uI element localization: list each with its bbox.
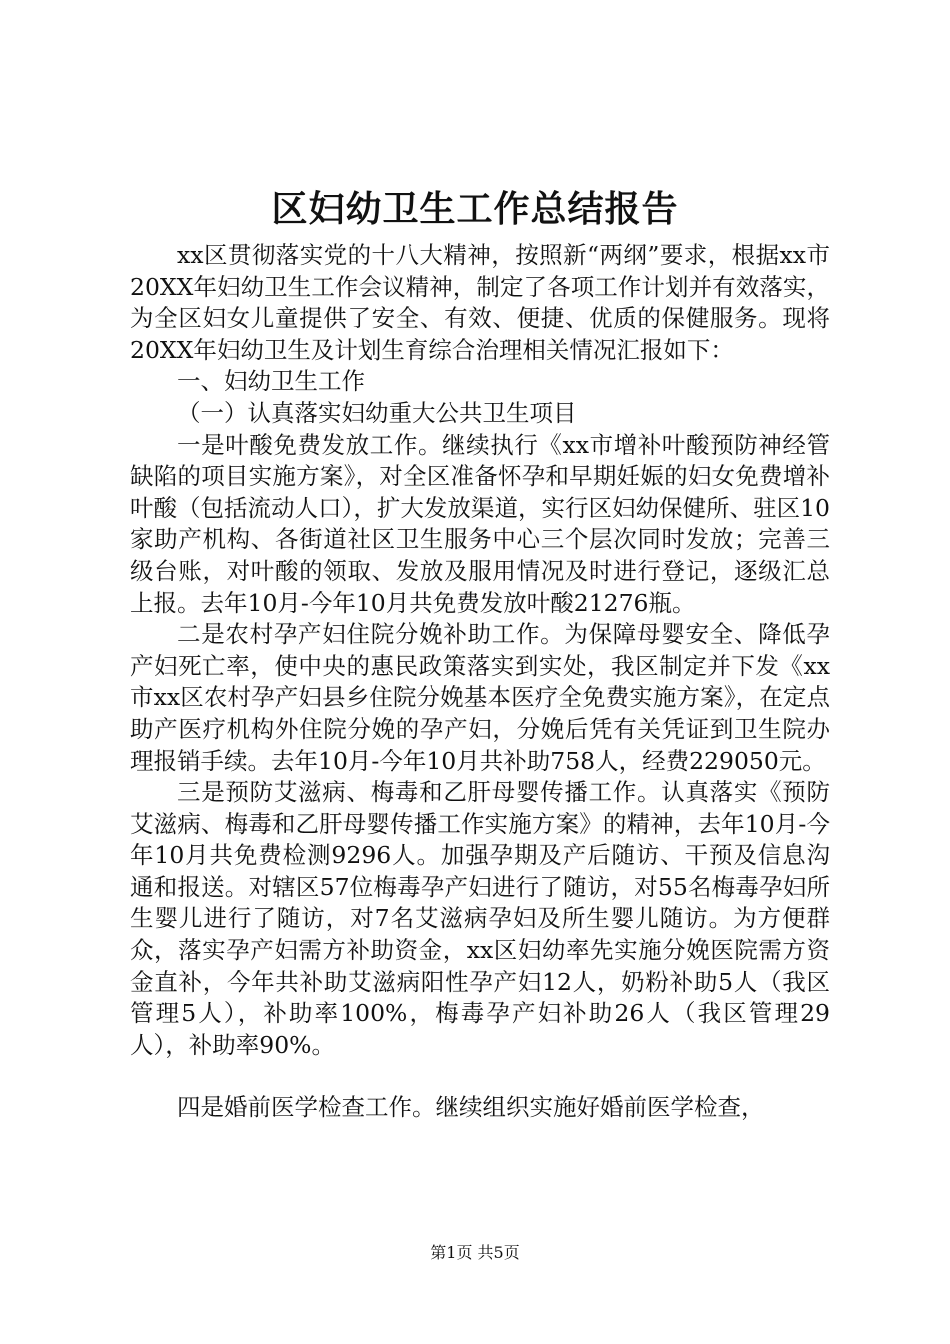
page-footer: 第1页 共5页 — [430, 1243, 520, 1262]
folic-acid-paragraph: 一是叶酸免费发放工作。继续执行《xx市增补叶酸预防神经管缺陷的项目实施方案》，对全区准备怀孕和早期妊娠的妇女免费增补叶酸（包括流动人口），扩大发放渠道，实行区妇幼保健所、驻区10家助产机构、各街道社区卫生服务中心三个层次同时发放；完善三级台账，对叶酸的领取、发放及服用情况及时进行登记，逐级汇总上报。去年10月-今年10月共免费发放叶酸21276瓶。 — [130, 430, 830, 617]
subsection-heading: （一）认真落实妇幼重大公共卫生项目 — [177, 398, 577, 427]
mother-infant-transmission-paragraph: 三是预防艾滋病、梅毒和乙肝母婴传播工作。认真落实《预防艾滋病、梅毒和乙肝母婴传播工作实施方案》的精神，去年10月-今年10月共免费检测9296人。加强孕期及产后随访、干预及信息沟通和报送。对辖区57位梅毒孕产妇进行了随访，对55名梅毒孕妇所生婴儿进行了随访，对7名艾滋病孕妇及所生婴儿随访。为方便群众，落实孕产妇需方补助资金，xx区妇幼率先实施分娩医院需方资金直补，今年共补助艾滋病阳性孕产妇12人，奶粉补助5人（我区管理5人），补助率100%，梅毒孕产妇补助26人（我区管理29人），补助率90%。 — [130, 778, 830, 1059]
document-body — [130, 240, 830, 1124]
premarital-exam-paragraph: 四是婚前医学检查工作。继续组织实施好婚前医学检查， — [177, 1093, 765, 1122]
section-heading: 一、妇幼卫生工作 — [177, 367, 365, 396]
delivery-subsidy-paragraph: 二是农村孕产妇住院分娩补助工作。为保障母婴安全、降低孕产妇死亡率，使中央的惠民政策落实到实处，我区制定并下发《xx市xx区农村孕产妇县乡住院分娩基本医疗全免费实施方案》，在定点助产医疗机构外住院分娩的孕产妇，分娩后凭有关凭证到卫生院办理报销手续。去年10月-今年10月共补助758人，经费229050元。 — [130, 620, 830, 775]
intro-paragraph: xx区贯彻落实党的十八大精神，按照新“两纲”要求，根据xx市20XX年妇幼卫生工作会议精神，制定了各项工作计划并有效落实，为全区妇女儿童提供了安全、有效、便捷、优质的保健服务。现将20XX年妇幼卫生及计划生育综合治理相关情况汇报如下： — [130, 241, 830, 364]
document-title: 区妇幼卫生工作总结报告 — [271, 188, 679, 230]
